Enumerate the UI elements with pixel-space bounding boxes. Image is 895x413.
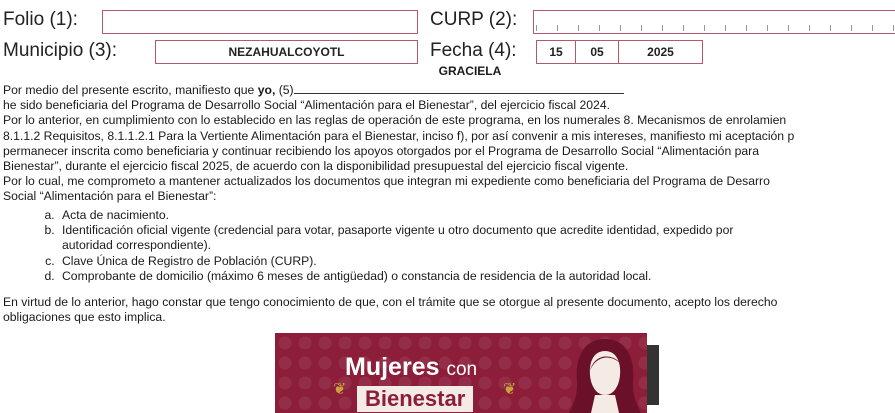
fecha-day-field[interactable]: 15 (536, 40, 576, 64)
banner-title: Mujeres con (345, 353, 478, 381)
requirements-list (40, 208, 895, 284)
municipio-field[interactable]: NEZAHUALCOYOTL (155, 40, 418, 64)
curp-field[interactable] (533, 10, 895, 34)
closing-line: En virtud de lo anterior, hago constar que tengo conocimiento de que, con el trámite que se otorgue al presente documento, acepto los derecho (3, 295, 778, 309)
name-field[interactable] (294, 64, 624, 94)
curp-char-dividers (536, 25, 895, 31)
para-line: 8.1.1.2 Requisitos, 8.1.1.2.1 Para la Vertiente Alimentación para el Bienestar, inciso f), por así convenir a mis intereses, manifiesto mi aceptación p (3, 128, 795, 143)
banner-shadow (645, 345, 659, 405)
para-line: Bienestar”, durante el ejercicio fiscal 2025, de acuerdo con la disponibilidad presupuestal del ejercicio fiscal vigente. (3, 159, 629, 174)
curp-label: CURP (2): (430, 9, 518, 30)
municipio-label: Municipio (3): (3, 40, 118, 61)
requirement-item: a. Acta de nacimiento. (58, 208, 895, 223)
fecha-year-field[interactable]: 2025 (619, 40, 703, 64)
folio-field[interactable] (102, 10, 418, 34)
para-line: Por lo anterior, en cumplimiento con lo establecido en las reglas de operación de este programa, en los numerales 8. Mecanismos de enrolamien (3, 113, 787, 128)
name-value: GRACIELA (438, 64, 502, 78)
laurel-right-icon: ❦ (503, 381, 517, 398)
requirement-item: b. Identificación oficial vigente (credencial para votar, pasaporte vigente u otro documento que acredite identidad, expedido por autoridad correspondiente). (58, 223, 895, 253)
closing-text (3, 295, 895, 325)
para-line: Por lo cual, me comprometo a mantener actualizados los documentos que integran mi expediente como beneficiaria del Programa de Desarro (3, 174, 770, 189)
fecha-month-field[interactable]: 05 (576, 40, 619, 64)
folio-label: Folio (1): (3, 9, 78, 30)
banner-subtitle: Bienestar (357, 386, 473, 412)
closing-line: obligaciones que esto implica. (3, 310, 166, 325)
requirement-item: d. Comprobante de domicilio (máximo 6 meses de antigüedad) o constancia de residencia de la autoridad local. (58, 269, 895, 284)
fecha-label: Fecha (4): (430, 40, 517, 61)
requirement-item: c. Clave Única de Registro de Población (CURP). (58, 254, 895, 269)
para-line: Social “Alimentación para el Bienestar”: (3, 189, 217, 204)
woman-illustration-icon (565, 333, 645, 413)
declaration-line-1: Por medio del presente escrito, manifiesto que yo, (5) GRACIELA (3, 82, 895, 98)
para-line: permanecer inscrita como beneficiaria y continuar recibiendo los apoyos otorgados por el Programa de Desarrollo Social “Alimentación para (3, 143, 760, 158)
para-line: he sido beneficiaria del Programa de Desarrollo Social “Alimentación para el Bienestar”, del ejercicio fiscal 2024. (3, 98, 610, 113)
declaration-text (3, 64, 895, 205)
laurel-left-icon: ❦ (333, 381, 347, 398)
program-banner (275, 333, 647, 413)
